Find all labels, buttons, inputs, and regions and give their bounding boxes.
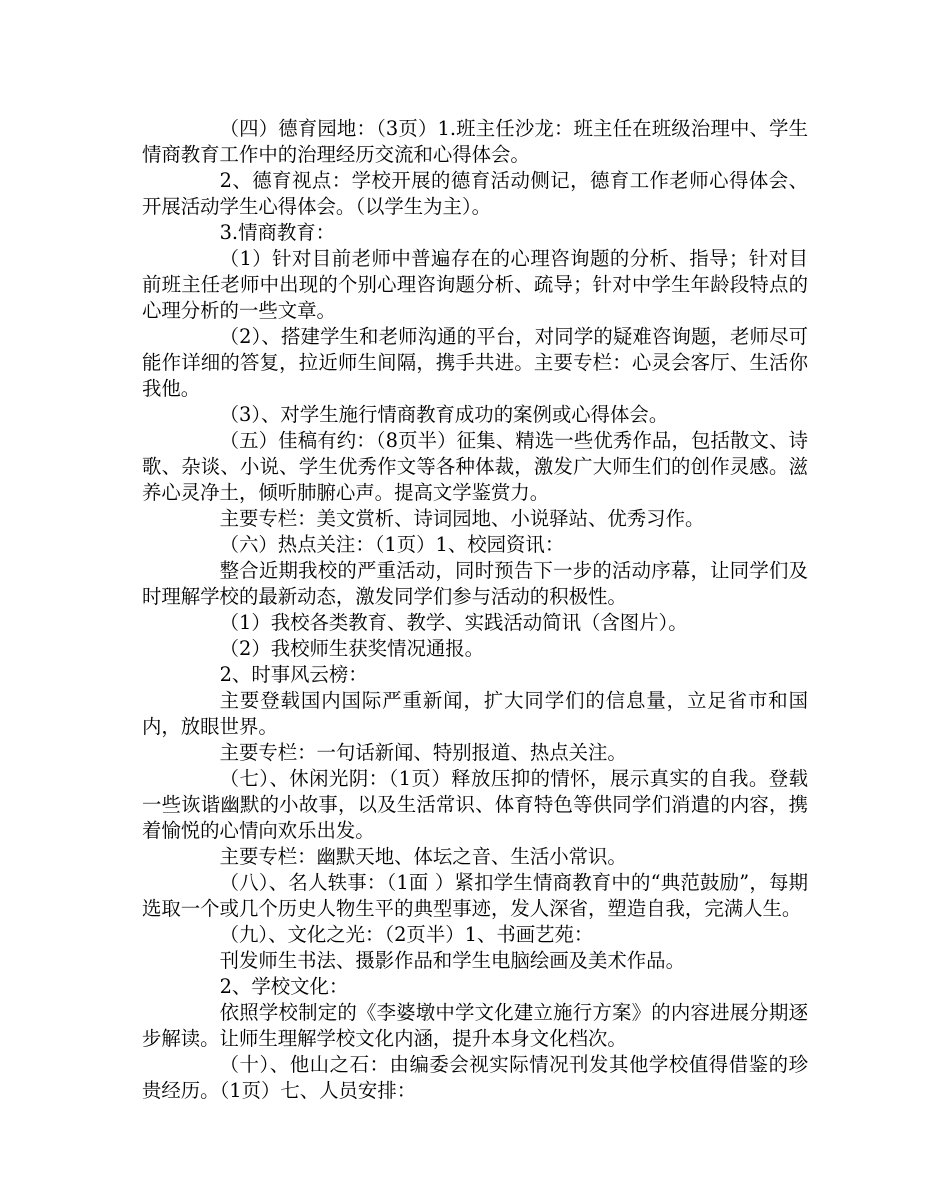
paragraph-moral-viewpoint: 2、德育视点：学校开展的德育活动侧记，德育工作老师心得体会、开展活动学生心得体会。（以学生为主）。: [142, 169, 808, 218]
paragraph-leisure-columns: 主要专栏：幽默天地、体坛之音、生活小常识。: [219, 845, 627, 868]
paragraph-eq-item-2: （2）、搭建学生和老师沟通的平台，对同学的疑难咨询题，老师尽可能作详细的答复，拉近师生间隔，携手共进。主要专栏：心灵会客厅、生活你我他。: [142, 325, 808, 400]
paragraph-current-affairs-columns: 主要专栏：一句话新闻、特别报道、热点关注。: [219, 741, 627, 764]
paragraph-school-culture: 依照学校制定的《李婆墩中学文化建立施行方案》的内容进展分期逐步解读。让师生理解学校文化内涵，提升本身文化档次。: [142, 1001, 808, 1050]
paragraph-campus-news: 整合近期我校的严重活动，同时预告下一步的活动序幕，让同学们及时理解学校的最新动态，激发同学们参与活动的积极性。: [142, 559, 808, 608]
paragraph-celebrity-anecdotes: （八）、名人轶事：（1面 ）紧扣学生情商教育中的“典范鼓励”，每期选取一个或几个历史人物生平的典型事迹，发人深省，塑造自我，完满人生。: [142, 871, 808, 920]
paragraph-current-affairs: 主要登载国内国际严重新闻，扩大同学们的信息量，立足省市和国内，放眼世界。: [142, 689, 808, 738]
paragraph-good-drafts-columns: 主要专栏：美文赏析、诗词园地、小说驿站、优秀习作。: [219, 507, 705, 530]
paragraph-school-culture-heading: 2、学校文化：: [219, 975, 349, 998]
paragraph-other-schools: （十）、他山之石：由编委会视实际情况刊发其他学校值得借鉴的珍贵经历。（1页）七、人员安排：: [142, 1053, 808, 1102]
paragraph-moral-garden: （四）德育园地：（3页）1.班主任沙龙：班主任在班级治理中、学生情商教育工作中的治理经历交流和心得体会。: [142, 117, 808, 166]
paragraph-current-affairs-heading: 2、时事风云榜：: [219, 663, 368, 686]
document-body: [142, 116, 808, 1104]
paragraph-leisure-time: （七）、休闲光阴：（1页）释放压抑的情怀，展示真实的自我。登载一些诙谐幽默的小故事，以及生活常识、体育特色等供同学们消遣的内容，携着愉悦的心情向欢乐出发。: [142, 767, 808, 842]
paragraph-eq-education-heading: 3.情商教育：: [219, 221, 336, 244]
paragraph-eq-item-1: （1）针对目前老师中普遍存在的心理咨询题的分析、指导；针对目前班主任老师中出现的个别心理咨询题分析、疏导；针对中学生年龄段特点的心理分析的一些文章。: [142, 247, 808, 322]
paragraph-art-works: 刊发师生书法、摄影作品和学生电脑绘画及美术作品。: [219, 949, 685, 972]
paragraph-culture-light: （九）、文化之光：（2页半）1、书画艺苑：: [219, 923, 594, 946]
paragraph-news-item-1: （1）我校各类教育、教学、实践活动简讯（含图片）。: [219, 611, 688, 634]
paragraph-news-item-2: （2）我校师生获奖情况通报。: [219, 637, 485, 660]
paragraph-hot-topics: （六）热点关注：（1页）1、校园资讯：: [219, 533, 565, 556]
paragraph-eq-item-3: （3）、对学生施行情商教育成功的案例或心得体会。: [219, 403, 669, 426]
paragraph-good-drafts: （五）佳稿有约：（8页半）征集、精选一些优秀作品，包括散文、诗歌、杂谈、小说、学生优秀作文等各种体裁，激发广大师生们的创作灵感。滋养心灵净土，倾听肺腑心声。提高文学鉴赏力。: [142, 429, 808, 504]
